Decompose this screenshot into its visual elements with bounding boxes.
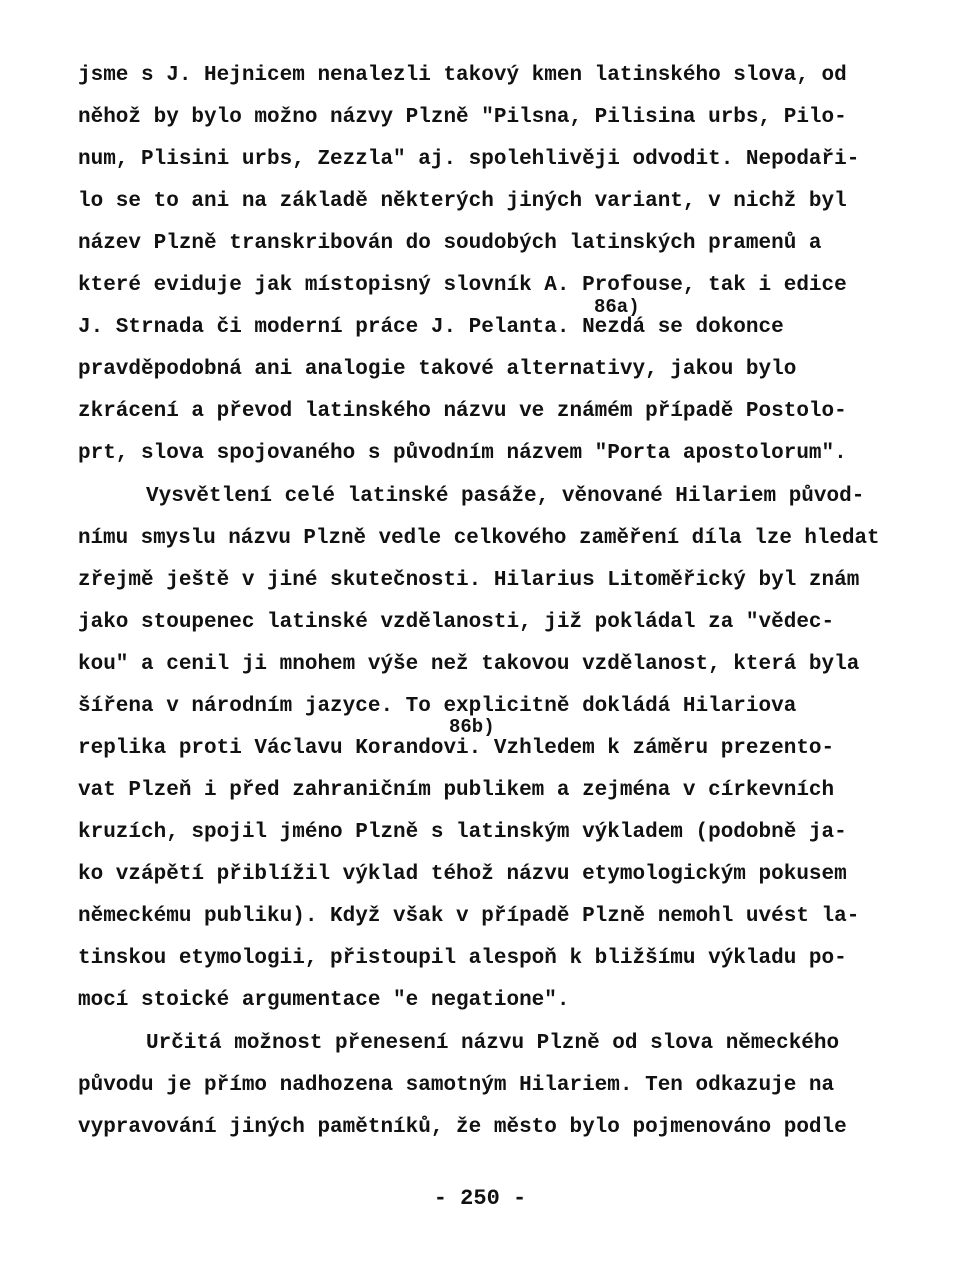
footnote-reference: 86b) [449,716,495,738]
text-line: prt, slova spojovaného s původním názvem "Porta apostolorum". [78,442,847,465]
text-line: tinskou etymologii, přistoupil alespoň k bližšímu výkladu po- [78,947,847,970]
page-number: - 250 - [433,1186,527,1211]
text-line: mocí stoické argumentace "e negatione". [78,989,570,1012]
text-line: vat Plzeň i před zahraničním publikem a zejména v církevních [78,779,835,802]
text-line: lo se to ani na základě některých jiných variant, v nichž byl [78,190,847,213]
text-line: pravděpodobná ani analogie takové alternativy, jakou bylo [78,358,797,381]
text-line: jsme s J. Hejnicem nenalezli takový kmen latinského slova, od [78,64,847,87]
text-line: zkrácení a převod latinského názvu ve známém případě Postolo- [78,400,847,423]
text-line: které eviduje jak místopisný slovník A. Profouse, tak i edice [78,274,847,297]
footnote-reference: 86a) [594,296,640,318]
text-line: vypravování jiných pamětníků, že město bylo pojmenováno podle [78,1116,847,1139]
text-line: replika proti Václavu Korandovi. Vzhledem k záměru prezento- [78,737,835,760]
text-line: jako stoupenec latinské vzdělanosti, již pokládal za "vědec- [78,611,835,634]
text-line: kruzích, spojil jméno Plzně s latinským výkladem (podobně ja- [78,821,847,844]
text-line: Určitá možnost přenesení názvu Plzně od slova německého [146,1032,840,1055]
text-line: zřejmě ještě v jiné skutečnosti. Hilarius Litoměřický byl znám [78,569,860,592]
text-line: nímu smyslu názvu Plzně vedle celkového zaměření díla lze hledat [78,527,880,550]
text-line: původu je přímo nadhozena samotným Hilariem. Ten odkazuje na [78,1074,835,1097]
text-line: německému publiku). Když však v případě Plzně nemohl uvést la- [78,905,860,928]
text-line: název Plzně transkribován do soudobých latinských pramenů a [78,232,822,255]
text-line: num, Plisini urbs, Zezzla" aj. spolehlivěji odvodit. Nepodaři- [78,148,860,171]
text-line: šířena v národním jazyce. To explicitně dokládá Hilariova [78,695,797,718]
text-line: kou" a cenil ji mnohem výše než takovou vzdělanost, která byla [78,653,860,676]
text-line: Vysvětlení celé latinské pasáže, věnované Hilariem původ- [146,485,865,508]
text-line: ko vzápětí přiblížil výklad téhož názvu etymologickým pokusem [78,863,847,886]
text-line: J. Strnada či moderní práce J. Pelanta. Nezdá se dokonce [78,316,784,339]
text-line: něhož by bylo možno názvy Plzně "Pilsna, Pilisina urbs, Pilo- [78,106,847,129]
